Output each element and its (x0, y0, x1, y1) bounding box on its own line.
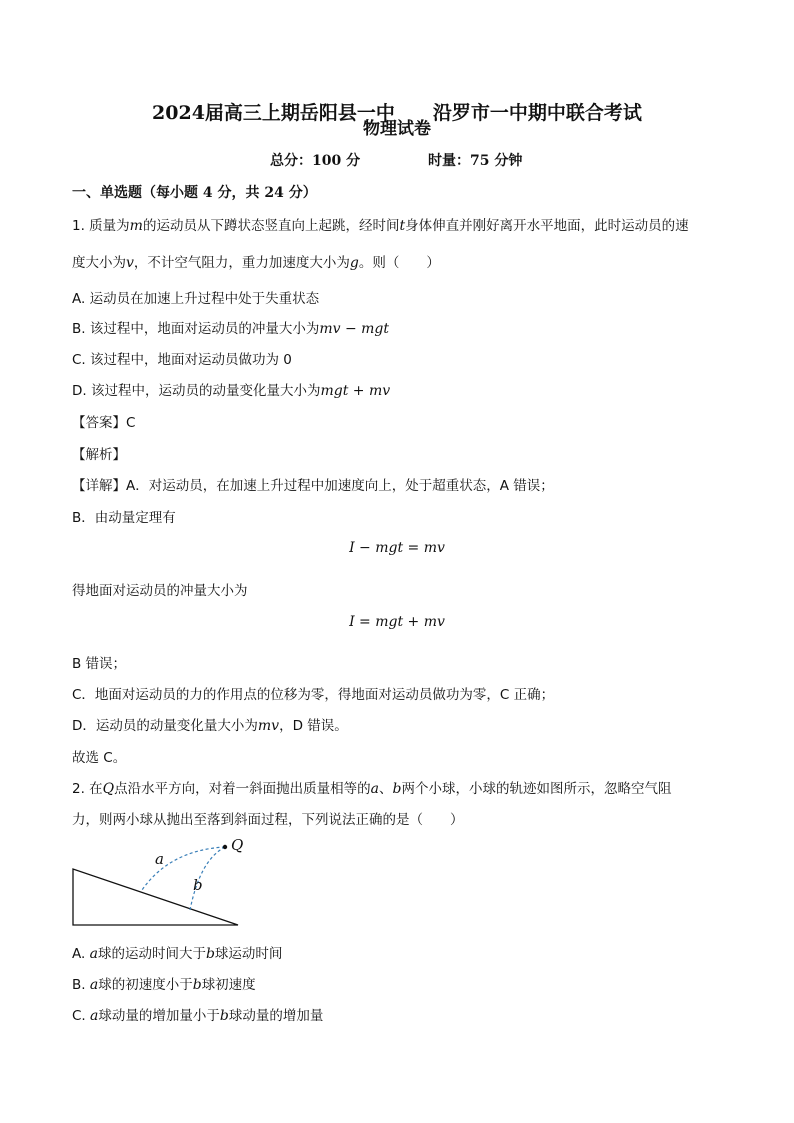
q2-text: 两个小球，小球的轨迹如图所示，忽略空气阻 (401, 781, 672, 797)
detail-text: ，D 错误。 (279, 718, 348, 734)
option-text: C. (72, 1008, 91, 1024)
option-text: 球运动时间 (214, 946, 283, 962)
exam-subject: 物理试卷 (363, 119, 431, 139)
var-t: t (399, 218, 406, 234)
incline-triangle (73, 869, 238, 925)
detail-text: D．运动员的动量变化量大小为 (72, 718, 258, 734)
var-a: a (89, 977, 99, 993)
option-text: 球的运动时间大于 (97, 946, 206, 962)
q1-answer: 【答案】C (72, 415, 136, 431)
q1-text: 的运动员从下蹲状态竖直向上起跳，经时间 (142, 218, 400, 234)
q2-stem-line1 (72, 777, 671, 797)
option-math: mgt + mv (320, 383, 391, 399)
q2-text: 2. 在 (72, 781, 103, 797)
q1-text: ，不计空气阻力，重力加速度大小为 (133, 255, 350, 271)
label-b: b (193, 876, 203, 894)
var-a: a (89, 946, 98, 962)
label-q: Q (231, 836, 244, 854)
q1-detail-a: 【详解】A．对运动员，在加速上升过程中加速度向上，处于超重状态，A 错误； (72, 478, 554, 494)
label-a: a (155, 850, 164, 868)
q2-text: 、 (379, 781, 393, 797)
q1-stem-line1 (72, 214, 689, 234)
option-text: A. (72, 946, 90, 962)
var-b: b (219, 1008, 229, 1024)
option-text: 球的初速度小于 (98, 977, 193, 993)
exam-title: 2024届高三上期岳阳县一中 沿罗市一中期中联合考试 (152, 102, 642, 124)
q1-option-a: A. 运动员在加速上升过程中处于失重状态 (72, 291, 320, 307)
q2-text: 点沿水平方向，对着一斜面抛出质量相等的 (114, 781, 371, 797)
q1-text: 。则（ ） (358, 255, 440, 271)
option-text: 球动量的增加量小于 (98, 1008, 220, 1024)
q1-choose: 故选 C。 (72, 750, 127, 766)
section-heading: 一、单选题（每小题 4 分，共 24 分） (72, 185, 317, 201)
option-text: 球动量的增加量 (228, 1008, 324, 1024)
q1-option-b (72, 317, 389, 337)
option-text: B. 该过程中，地面对运动员的冲量大小为 (72, 321, 320, 337)
option-text: B. (72, 977, 90, 993)
var-m: m (129, 218, 143, 234)
var-b: b (192, 977, 202, 993)
time-limit: 时量：75 分钟 (428, 153, 523, 169)
var-Q: Q (102, 781, 115, 797)
option-math: mv − mgt (319, 321, 390, 337)
var-b: b (392, 781, 402, 797)
q1-text: 身体伸直并刚好离开水平地面，此时运动员的速 (405, 218, 689, 234)
point-q-dot (223, 845, 227, 849)
q1-option-d (72, 379, 390, 399)
q1-derive: 得地面对运动员的冲量大小为 (72, 583, 248, 599)
q2-option-b (72, 973, 256, 993)
var-v: v (126, 255, 134, 271)
q1-detail-b: B．由动量定理有 (72, 510, 176, 526)
q1-text: 度大小为 (72, 255, 126, 271)
q1-stem-line2 (72, 251, 440, 271)
var-b: b (205, 946, 215, 962)
q1-analysis-label: 【解析】 (72, 447, 126, 463)
option-text: 球初速度 (201, 977, 256, 993)
var-g: g (349, 255, 359, 271)
q1-detail-c: C．地面对运动员的力的作用点的位移为零，得地面对运动员做功为零，C 正确； (72, 687, 555, 703)
q2-option-a (72, 942, 282, 962)
detail-math: mv (257, 718, 280, 734)
var-a: a (90, 1008, 99, 1024)
q1-b-wrong: B 错误； (72, 656, 127, 672)
q2-option-c (72, 1004, 323, 1024)
q1-text: 1. 质量为 (72, 218, 130, 234)
q2-stem-line2: 力，则两小球从抛出至落到斜面过程，下列说法正确的是（ ） (72, 812, 464, 828)
q1-option-c: C. 该过程中，地面对运动员做功为 0 (72, 352, 292, 368)
q1-equation-2: I = mgt + mv (349, 614, 445, 630)
option-text: D. 该过程中，运动员的动量变化量大小为 (72, 383, 321, 399)
q1-detail-d (72, 714, 348, 734)
var-a: a (370, 781, 380, 797)
incline-figure (60, 828, 260, 932)
q1-equation-1: I − mgt = mv (349, 540, 445, 556)
total-score: 总分：100 分 (270, 153, 361, 169)
